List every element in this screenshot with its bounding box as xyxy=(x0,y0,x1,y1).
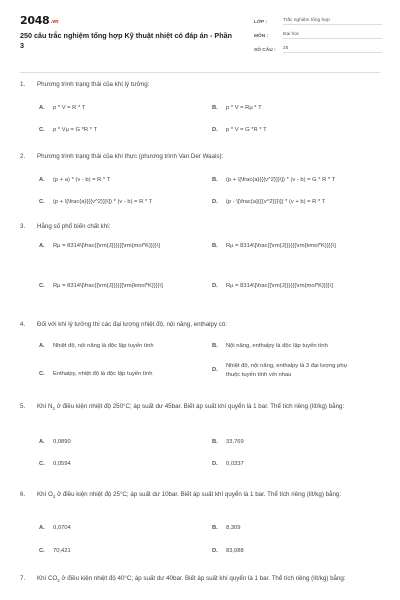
question-number: 1. xyxy=(20,81,26,88)
option-label: D. xyxy=(212,461,218,467)
question-number: 4. xyxy=(20,321,26,328)
option-text: Nội năng, enthalpy là độc lập tuyến tính xyxy=(226,343,328,349)
question-4 xyxy=(20,320,382,388)
option-a[interactable] xyxy=(39,342,209,351)
question-3 xyxy=(20,222,382,314)
meta-info xyxy=(254,14,382,56)
meta-row-subject xyxy=(254,28,382,42)
option-label: B. xyxy=(212,343,218,349)
meta-label: MÔN : xyxy=(254,34,269,39)
question-6 xyxy=(20,490,382,566)
question-number: 7. xyxy=(20,575,26,582)
subscript: 2 xyxy=(57,578,60,584)
option-text: 83,088 xyxy=(226,548,244,554)
option-c[interactable] xyxy=(39,126,189,135)
option-label: D. xyxy=(212,127,218,133)
subscript: 2 xyxy=(52,406,55,412)
option-label: D. xyxy=(212,548,218,554)
option-c[interactable] xyxy=(39,547,189,556)
option-label: C. xyxy=(39,283,45,289)
text-pre: Khí N xyxy=(37,403,53,410)
question-number: 3. xyxy=(20,223,26,230)
option-label: A. xyxy=(39,525,45,531)
option-text: 0,0890 xyxy=(53,439,71,445)
text-pre: Khí O xyxy=(37,491,53,498)
question-text: Đối với khí lý tưởng thì các đại lượng nhiệt độ, nội năng, enthalpy có: xyxy=(37,321,228,328)
question-2 xyxy=(20,152,382,212)
meta-row-class xyxy=(254,14,382,28)
option-text: (p + \[\frac{a}{{{v^2}}}\]) * (v - b) = R * T xyxy=(53,199,153,205)
meta-label: LỚP : xyxy=(254,20,268,25)
option-text: Nhiệt độ, nội năng, enthalpy là 3 đại lượng phụ thuộc tuyến tính với nhau xyxy=(226,363,347,378)
question-1 xyxy=(20,80,382,140)
option-d[interactable] xyxy=(212,547,362,556)
option-label: A. xyxy=(39,243,45,249)
meta-value: 25 xyxy=(283,46,382,53)
text-post: ở điều kiện nhiệt độ 25°C; áp suất dư 10bar. Biết áp suất khí quyển là 1 bar. Thể tích riêng (lít/kg) bằng: xyxy=(55,491,342,498)
question-text: Phương trình trạng thái của khí lý tưởng: xyxy=(37,81,150,88)
meta-value: Trắc nghiệm tổng hợp xyxy=(283,18,382,25)
option-b[interactable] xyxy=(212,176,382,185)
page-title: 250 câu trắc nghiệm tổng hợp Kỹ thuật nhiệt có đáp án - Phần 3 xyxy=(20,31,232,50)
option-text: 0,0337 xyxy=(226,461,244,467)
option-label: B. xyxy=(212,439,218,445)
question-number: 2. xyxy=(20,153,26,160)
option-label: C. xyxy=(39,371,45,377)
option-d[interactable] xyxy=(212,460,362,469)
question-number: 6. xyxy=(20,491,26,498)
option-c[interactable] xyxy=(39,460,189,469)
option-d[interactable] xyxy=(212,198,382,207)
option-text: Enthalpy, nhiệt độ là độc lập tuyến tính xyxy=(53,371,153,377)
question-7 xyxy=(20,574,382,600)
option-text: 33,769 xyxy=(226,439,244,445)
text-post: ở điều kiện nhiệt độ 250°C; áp suất dư 45bar. Biết áp suất khí quyển là 1 bar. Thể tích riêng (lít/kg) bằng: xyxy=(55,403,345,410)
text-pre: Khí CO xyxy=(37,575,58,582)
option-a[interactable] xyxy=(39,104,189,113)
option-label: B. xyxy=(212,177,218,183)
option-label: A. xyxy=(39,343,45,349)
option-b[interactable] xyxy=(212,104,382,113)
option-label: C. xyxy=(39,548,45,554)
text-post: ở điều kiện nhiệt độ 40°C; áp suất dư 40bar. Biết áp suất khí quyển là 1 bar. Thể tích riêng (lít/kg) bằng: xyxy=(59,575,346,582)
option-c[interactable] xyxy=(39,370,209,379)
option-a[interactable] xyxy=(39,242,169,251)
subscript: 2 xyxy=(52,494,56,500)
option-text: Nhiệt độ, nội năng là độc lập tuyến tính xyxy=(53,343,154,349)
option-c[interactable] xyxy=(39,198,209,207)
option-b[interactable] xyxy=(212,342,382,351)
option-label: C. xyxy=(39,199,45,205)
option-label: D. xyxy=(212,283,218,289)
meta-label: SỐ CÂU : xyxy=(254,48,276,53)
option-b[interactable] xyxy=(212,524,362,533)
option-label: A. xyxy=(39,177,45,183)
option-label: D. xyxy=(212,367,218,374)
question-text: Hằng số phổ biến chất khí: xyxy=(37,223,111,230)
question-number: 5. xyxy=(20,403,26,410)
option-label: B. xyxy=(212,525,218,531)
option-text: Rμ = 8314\[\frac{{\rm{J}}}{{{\rm{kmol*K}}}}\] xyxy=(53,283,163,289)
option-text: 0,0704 xyxy=(53,525,71,531)
question-text xyxy=(37,574,382,586)
option-a[interactable] xyxy=(39,524,189,533)
option-text: p * V = G *R * T xyxy=(226,127,267,133)
question-text: Phương trình trạng thái của khí thực (phương trình Van Der Waals): xyxy=(37,153,224,160)
header-divider xyxy=(20,72,380,73)
option-text: (p + a) * (v - b) = R * T xyxy=(53,177,111,183)
option-text: 0,0594 xyxy=(53,461,71,467)
logo-tld: .vn xyxy=(50,19,59,25)
option-b[interactable] xyxy=(212,438,362,447)
option-text: 70,421 xyxy=(53,548,71,554)
option-text: Rμ = 8314\[\frac{{\rm{J}}}{{{\rm{mol*K}}}}\] xyxy=(53,243,160,249)
page-header xyxy=(0,0,400,70)
option-b[interactable] xyxy=(212,242,342,251)
option-label: B. xyxy=(212,243,218,249)
option-text: p * V = R * T xyxy=(53,105,86,111)
option-text: 8,309 xyxy=(226,525,241,531)
site-logo[interactable] xyxy=(20,14,58,27)
option-label: C. xyxy=(39,127,45,133)
option-text: (p - \[\frac{a}{{{v^2}}}\]) * (v + b) = R * T xyxy=(226,199,326,205)
option-label: B. xyxy=(212,105,218,111)
option-label: C. xyxy=(39,461,45,467)
meta-value: Đại học xyxy=(283,32,382,39)
meta-row-count xyxy=(254,42,382,56)
option-text: p * Vμ = G *R * T xyxy=(53,127,97,133)
option-a[interactable] xyxy=(39,176,209,185)
option-text: p * V = Rμ * T xyxy=(226,105,262,111)
question-text xyxy=(37,490,382,502)
question-text xyxy=(37,402,382,414)
option-label: D. xyxy=(212,199,218,205)
option-c[interactable] xyxy=(39,282,169,291)
option-text: Rμ = 8314\[\frac{{\rm{J}}}{{{\rm{kmol*K}}}}\] xyxy=(226,243,336,249)
option-d[interactable] xyxy=(212,362,362,379)
option-d[interactable] xyxy=(212,126,382,135)
option-text: (p + \[\frac{a}{{{v^2}}}\]) * (v - b) = G * R * T xyxy=(226,177,336,183)
option-a[interactable] xyxy=(39,438,189,447)
option-label: A. xyxy=(39,105,45,111)
option-text: Rμ = 8314\[\frac{{\rm{J}}}{{{\rm{mol*K}}}}\] xyxy=(226,283,333,289)
option-label: A. xyxy=(39,439,45,445)
logo-text: 2048 xyxy=(20,14,50,27)
question-5 xyxy=(20,402,382,478)
option-d[interactable] xyxy=(212,282,342,291)
